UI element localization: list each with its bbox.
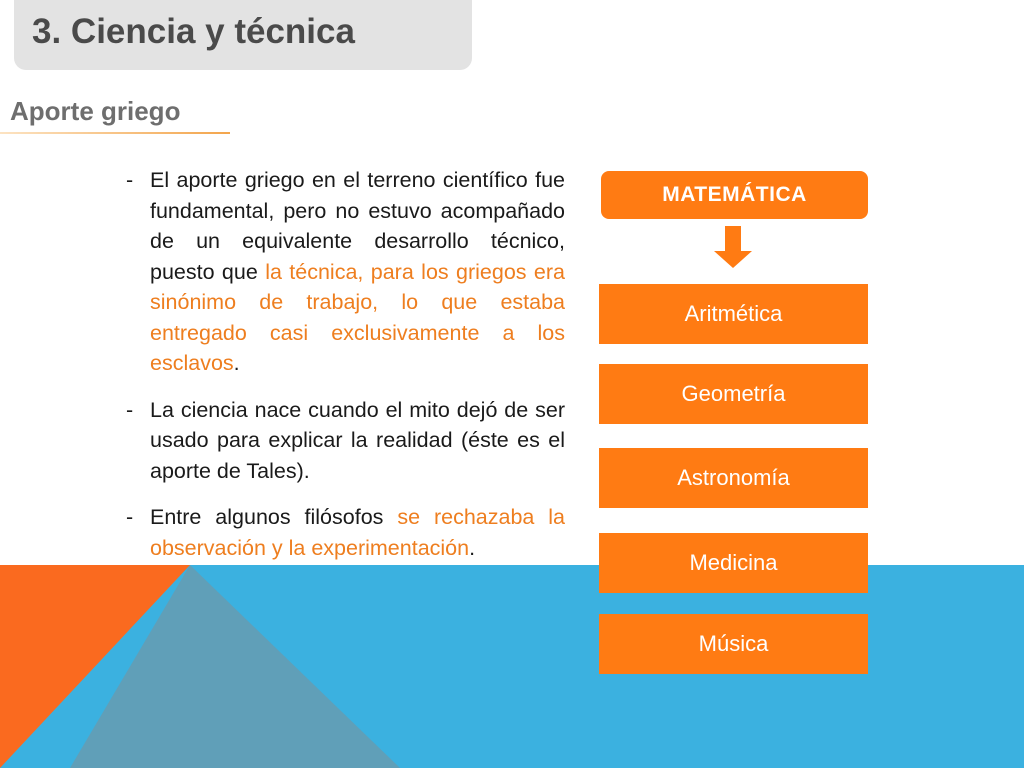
bullet-text: . xyxy=(233,351,240,375)
bullet-text: El aporte griego en el terreno científico fue fundamental, pero no estuvo acompañado de un equivalente desarrollo técnico, puesto que xyxy=(150,168,565,284)
section-subtitle: Aporte griego xyxy=(10,96,181,126)
subtitle-underline xyxy=(0,132,230,134)
category-box-musica: Música xyxy=(599,614,868,674)
title-box xyxy=(14,0,472,70)
category-box-medicina: Medicina xyxy=(599,533,868,593)
category-box-aritmetica: Aritmética xyxy=(599,284,868,344)
bullet-dash: - xyxy=(126,505,134,529)
bullet-text: Entre algunos filósofos xyxy=(150,505,398,529)
down-arrow-icon xyxy=(714,226,752,268)
bullet-highlight-text: se rechazaba la observación y la experimentación xyxy=(150,505,566,560)
bullet-dash: - xyxy=(126,397,134,422)
bullet-item xyxy=(120,395,565,487)
bullet-dash: - xyxy=(126,168,134,192)
category-box-astronomia: Astronomía xyxy=(599,448,868,508)
bullet-text: La ciencia nace cuando el mito dejó de ser usado para explicar la realidad (éste es el aporte de Tales). xyxy=(150,397,565,483)
category-box-geometria: Geometría xyxy=(599,364,868,424)
page-title: 3. Ciencia y técnica xyxy=(32,12,355,51)
bullet-item xyxy=(120,165,565,379)
bullet-highlight-text: la técnica, para los griegos era sinónimo de trabajo, lo que estaba entregado casi exclusivamente a los esclavos xyxy=(150,259,565,375)
bullet-list xyxy=(120,165,565,579)
matematica-header-box: MATEMÁTICA xyxy=(601,171,868,219)
bullet-item xyxy=(120,502,565,563)
bullet-text: . xyxy=(469,535,476,560)
